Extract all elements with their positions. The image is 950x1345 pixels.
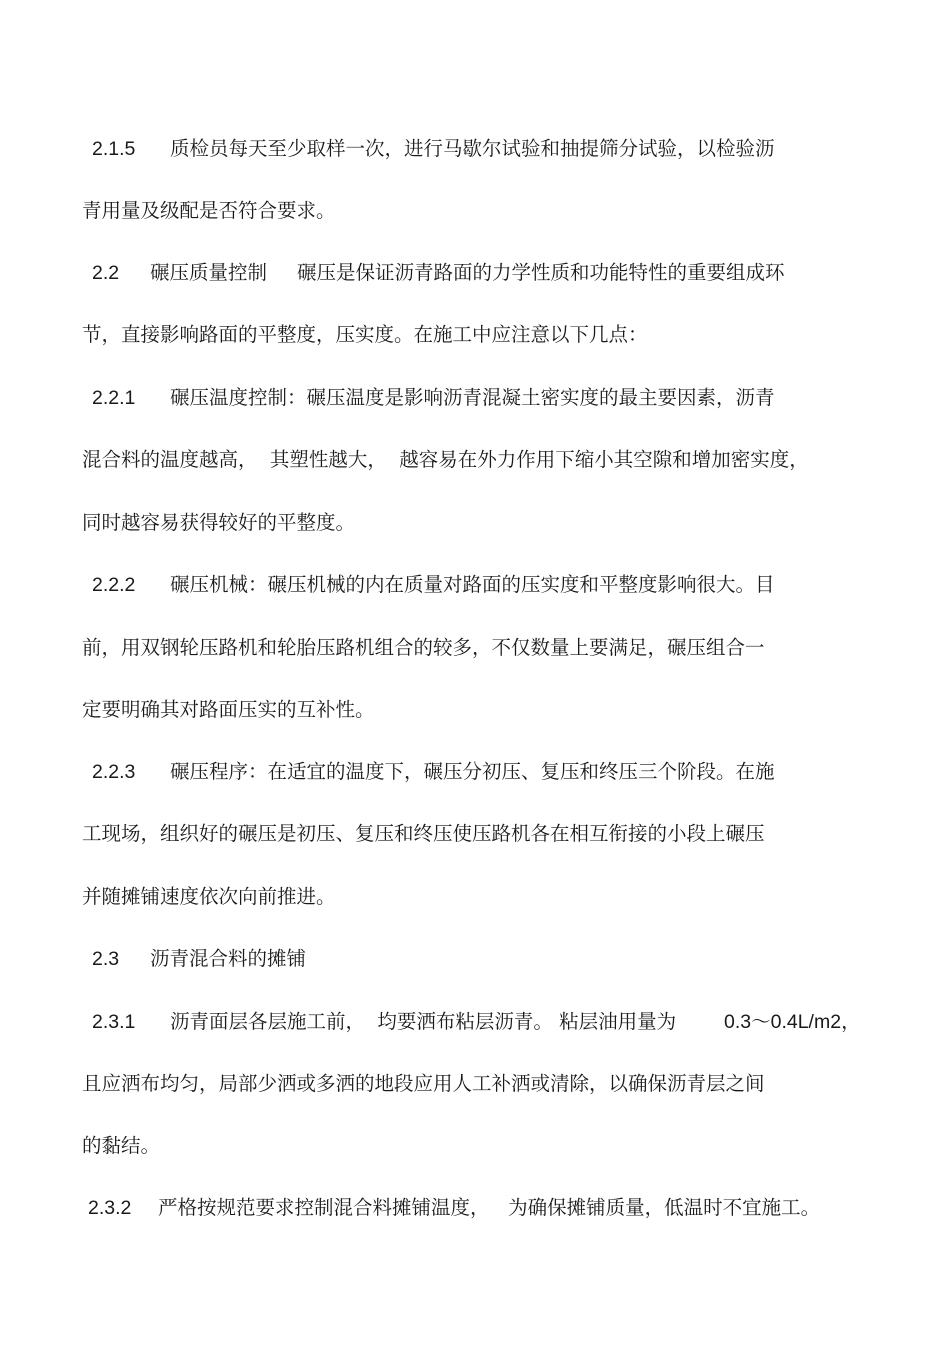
dosage-value: 0.3～0.4L/m2， xyxy=(724,1011,861,1033)
section-number: 2.2 xyxy=(92,262,120,284)
text-line: 质检员每天至少取样一次，进行马歇尔试验和抽提筛分试验，以检验沥 xyxy=(170,137,775,160)
text-line: 碾压温度控制：碾压温度是影响沥青混凝土密实度的最主要因素，沥青 xyxy=(170,386,775,409)
text-line: 严格按规范要求控制混合料摊铺温度， 为确保摊铺质量，低温时不宜施工。 xyxy=(158,1196,821,1219)
section-number: 2.2.2 xyxy=(92,574,136,596)
text-line: 混合料的温度越高， 其塑性越大， 越容易在外力作用下缩小其空隙和增加密实度， xyxy=(82,448,809,471)
text-line: 且应洒布均匀，局部少洒或多洒的地段应用人工补洒或清除，以确保沥青层之间 xyxy=(82,1072,765,1095)
section-number: 2.1.5 xyxy=(92,138,136,160)
text-line: 沥青面层各层施工前， 均要洒布粘层沥青。 粘层油用量为 xyxy=(170,1010,677,1033)
section-number: 2.2.3 xyxy=(92,761,136,783)
section-number: 2.3.2 xyxy=(88,1197,132,1219)
section-heading: 沥青混合料的摊铺 xyxy=(150,947,307,970)
text-line: 碾压机械：碾压机械的内在质量对路面的压实度和平整度影响很大。目 xyxy=(170,573,775,596)
text-line: 同时越容易获得较好的平整度。 xyxy=(82,511,356,534)
section-heading: 碾压质量控制 xyxy=(150,261,268,284)
section-number: 2.3.1 xyxy=(92,1011,136,1033)
text-line: 定要明确其对路面压实的互补性。 xyxy=(82,698,375,721)
text-line: 的黏结。 xyxy=(82,1134,161,1157)
text-line: 前，用双钢轮压路机和轮胎压路机组合的较多，不仅数量上要满足，碾压组合一 xyxy=(82,636,765,659)
text-line: 青用量及级配是否符合要求。 xyxy=(82,199,336,222)
text-line: 并随摊铺速度依次向前推进。 xyxy=(82,885,336,908)
section-number: 2.3 xyxy=(92,948,120,970)
text-line: 节，直接影响路面的平整度，压实度。在施工中应注意以下几点： xyxy=(82,323,648,346)
text-line: 工现场，组织好的碾压是初压、复压和终压使压路机各在相互衔接的小段上碾压 xyxy=(82,822,765,845)
text-line: 碾压程序：在适宜的温度下，碾压分初压、复压和终压三个阶段。在施 xyxy=(170,760,775,783)
text-line: 碾压是保证沥青路面的力学性质和功能特性的重要组成环 xyxy=(297,261,785,284)
section-number: 2.2.1 xyxy=(92,387,136,409)
